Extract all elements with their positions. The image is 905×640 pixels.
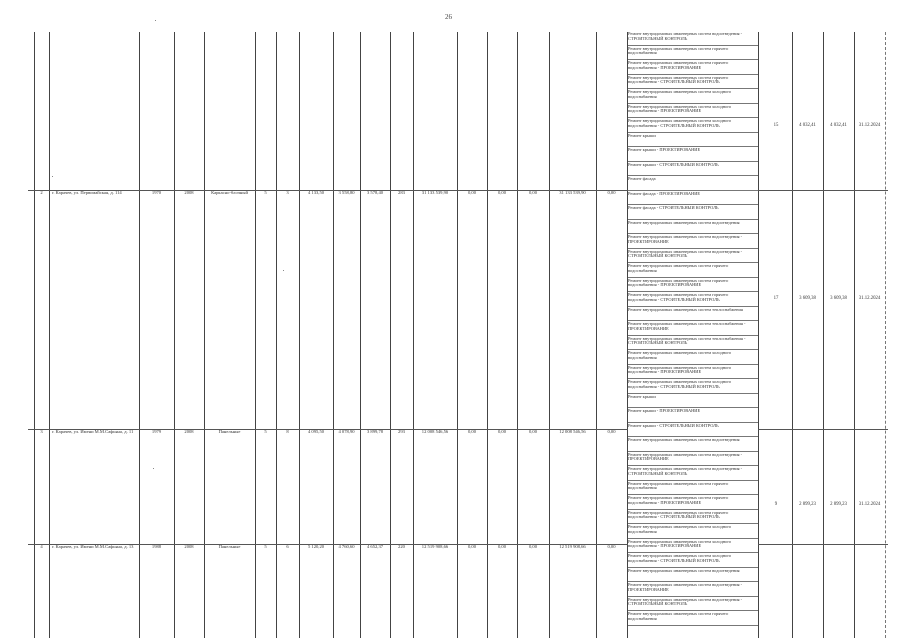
- work-type-item: [628, 467, 758, 481]
- row-number: 2: [40, 190, 43, 195]
- group-date: 31.12.2024: [858, 296, 881, 301]
- work-type-label: Ремонт внутридомовых инженерных систем водоотведения - СТРОИТЕЛЬНЫЙ КОНТРОЛЬ: [628, 249, 743, 258]
- row-year-repair: 2008: [184, 429, 194, 434]
- work-type-separator: [628, 88, 758, 89]
- row-cost-d: 31 133 539,90: [559, 190, 586, 195]
- work-type-separator: [628, 132, 758, 133]
- work-type-label: Ремонт внутридомовых инженерных систем теплоснабжения - ПРОЕКТИРОВАНИЕ: [628, 322, 746, 331]
- work-type-item: [628, 90, 758, 104]
- group-count: 17: [773, 296, 779, 301]
- row-cost-e: 0,00: [607, 544, 616, 549]
- group-cost-2: 2 899,23: [830, 502, 847, 507]
- work-type-label: Ремонт внутридомовых инженерных систем горячего водоснабжения: [628, 612, 729, 621]
- row-wall: Каркасно-блочный: [211, 190, 248, 195]
- work-type-item: [628, 177, 758, 191]
- work-type-label: Ремонт внутридомовых инженерных систем водоотведения - ПРОЕКТИРОВАНИЕ: [628, 235, 743, 244]
- work-type-separator: [628, 335, 758, 336]
- work-type-separator: [628, 494, 758, 495]
- work-type-item: [628, 148, 758, 162]
- work-type-separator: [628, 625, 758, 626]
- work-type-item: [628, 235, 758, 249]
- work-type-item: [628, 293, 758, 307]
- group-count: 9: [774, 502, 778, 507]
- work-type-item: [628, 308, 758, 322]
- scan-speck: [283, 270, 284, 271]
- work-type-separator: [628, 451, 758, 452]
- work-type-label: Ремонт фасада - ПРОЕКТИРОВАНИЕ: [628, 191, 701, 196]
- group-count: 15: [773, 123, 779, 128]
- work-type-label: Ремонт внутридомовых инженерных систем водоотведения: [628, 220, 740, 225]
- work-type-label: Ремонт внутридомовых инженерных систем холодного водоснабжения - ПРОЕКТИРОВАНИЕ: [628, 539, 732, 548]
- row-cost-d: 12 519 908,66: [559, 544, 586, 549]
- row-year-built: 1979: [151, 429, 162, 434]
- work-type-separator: [628, 538, 758, 539]
- work-type-label: Ремонт внутридомовых инженерных систем водоотведения - СТРОИТЕЛЬНЫЙ КОНТРОЛЬ: [628, 467, 743, 476]
- row-cost-a: 0,00: [467, 544, 477, 549]
- work-type-item: [628, 337, 758, 351]
- row-entrances: 6: [286, 544, 289, 549]
- work-type-separator: [628, 480, 758, 481]
- row-cost-b: 0,00: [497, 190, 507, 195]
- work-type-separator: [628, 291, 758, 292]
- work-type-separator: [628, 306, 758, 307]
- work-type-separator: [628, 422, 758, 423]
- work-type-label: Ремонт внутридомовых инженерных систем горячего водоснабжения: [628, 481, 729, 490]
- work-type-item: [628, 598, 758, 612]
- work-type-separator: [628, 161, 758, 162]
- work-type-item: [628, 395, 758, 409]
- work-type-separator: [628, 233, 758, 234]
- work-type-label: Ремонт внутридомовых инженерных систем водоотведения - ПРОЕКТИРОВАНИЕ: [628, 452, 743, 461]
- work-type-label: Ремонт внутридомовых инженерных систем горячего водоснабжения - ПРОЕКТИРОВАНИЕ: [628, 496, 729, 505]
- work-type-separator: [628, 581, 758, 582]
- work-type-item: [628, 424, 758, 438]
- work-type-item: [628, 380, 758, 394]
- work-type-separator: [628, 465, 758, 466]
- work-type-item: [628, 612, 758, 626]
- work-type-separator: [628, 103, 758, 104]
- table-row: [28, 429, 888, 439]
- work-type-label: Ремонт внутридомовых инженерных систем водоотведения - ПРОЕКТИРОВАНИЕ: [628, 583, 743, 592]
- work-type-label: Ремонт крыши - ПРОЕКТИРОВАНИЕ: [628, 148, 701, 152]
- work-type-separator: [628, 509, 758, 510]
- work-type-label: Ремонт внутридомовых инженерных систем горячего водоснабжения - СТРОИТЕЛЬНЫЙ КОНТРОЛЬ: [628, 510, 729, 519]
- work-type-item: [628, 119, 758, 133]
- work-type-label: Ремонт внутридомовых инженерных систем водоотведения - СТРОИТЕЛЬНЫЙ КОНТРОЛЬ: [628, 597, 743, 606]
- row-number: 3: [40, 429, 43, 434]
- work-type-label: Ремонт внутридомовых инженерных систем теплоснабжения - СТРОИТЕЛЬНЫЙ КОНТРОЛЬ: [628, 336, 746, 345]
- work-type-label: Ремонт внутридомовых инженерных систем горячего водоснабжения - ПРОЕКТИРОВАНИЕ: [628, 278, 729, 287]
- work-type-separator: [628, 552, 758, 553]
- work-type-label: Ремонт внутридомовых инженерных систем горячего водоснабжения - ПРОЕКТИРОВАНИЕ: [628, 61, 729, 70]
- group-cost-2: 3 609,38: [830, 296, 847, 301]
- work-type-label: Ремонт крыши: [628, 394, 656, 399]
- work-type-item: [628, 409, 758, 423]
- work-type-label: Ремонт внутридомовых инженерных систем горячего водоснабжения: [628, 46, 729, 55]
- work-type-separator: [628, 393, 758, 394]
- repair-program-table: [28, 32, 888, 638]
- row-cost-e: 0,00: [607, 190, 616, 195]
- work-type-separator: [628, 320, 758, 321]
- work-type-item: [628, 496, 758, 510]
- row-wall: Панельные: [218, 544, 241, 549]
- work-type-label: Ремонт внутридомовых инженерных систем холодного водоснабжения - СТРОИТЕЛЬНЫЙ КОНТРОЛЬ: [628, 554, 732, 563]
- work-type-item: [628, 511, 758, 525]
- row-cost-d: 12 008 546,56: [559, 429, 586, 434]
- work-type-label: Ремонт крыши - СТРОИТЕЛЬНЫЙ КОНТРОЛЬ: [628, 423, 719, 428]
- work-type-item: [628, 264, 758, 278]
- row-address: г. Карачев, ул. Имени М.М.Сафьяна, д. 13: [52, 544, 134, 549]
- row-cost-total: 31 133 539,90: [421, 190, 449, 195]
- row-area-residential: 4 760,60: [338, 544, 355, 549]
- row-year-repair: 2008: [184, 544, 194, 549]
- row-cost-a: 0,00: [467, 429, 477, 434]
- row-cost-b: 0,00: [497, 429, 507, 434]
- group-date: 31.12.2024: [858, 502, 881, 507]
- work-type-label: Ремонт внутридомовых инженерных систем горячего водоснабжения: [628, 264, 729, 273]
- work-type-label: Ремонт внутридомовых инженерных систем холодного водоснабжения: [628, 90, 732, 99]
- row-area-total: 4 095,50: [307, 429, 325, 434]
- row-floors: 5: [264, 544, 267, 549]
- work-type-separator: [628, 378, 758, 379]
- work-type-separator: [628, 349, 758, 350]
- row-address: г. Карачев, ул. Имени М.М.Сафьяна, д. 11: [52, 429, 134, 434]
- row-cost-c: 0,00: [528, 544, 538, 549]
- row-area-living: 3 578,40: [366, 190, 384, 195]
- work-type-item: [628, 554, 758, 568]
- work-type-separator: [628, 262, 758, 263]
- row-cost-total: 12 519 908,66: [421, 544, 449, 549]
- work-type-item: [628, 366, 758, 380]
- group-date: 31.12.2024: [858, 123, 881, 128]
- row-number: 4: [40, 544, 43, 549]
- work-type-label: Ремонт внутридомовых инженерных систем холодного водоснабжения - ПРОЕКТИРОВАНИЕ: [628, 104, 732, 113]
- work-type-separator: [628, 610, 758, 611]
- work-type-item: [628, 453, 758, 467]
- work-type-item: [628, 105, 758, 119]
- row-entrances: 8: [286, 429, 289, 434]
- work-type-separator: [628, 175, 758, 176]
- table-row: [28, 544, 888, 554]
- work-type-separator: [628, 407, 758, 408]
- work-type-label: Ремонт внутридомовых инженерных систем водоотведения - СТРОИТЕЛЬНЫЙ КОНТРОЛЬ: [628, 32, 743, 41]
- row-floors: 5: [264, 429, 267, 434]
- row-entrances: 3: [286, 190, 289, 195]
- row-year-built: 1988: [151, 544, 162, 549]
- row-year-built: 1970: [151, 190, 162, 195]
- work-type-separator: [628, 190, 758, 191]
- work-type-separator: [628, 146, 758, 147]
- group-cost-1: 4 032,41: [799, 123, 816, 128]
- work-type-label: Ремонт внутридомовых инженерных систем водоотведения: [628, 568, 740, 573]
- scan-speck: [52, 176, 53, 177]
- row-address: г. Карачев, ул. Первомайская, д. 114: [52, 190, 122, 195]
- work-type-separator: [628, 117, 758, 118]
- row-cost-a: 0,00: [467, 190, 477, 195]
- group-cost-1: 2 899,23: [799, 502, 816, 507]
- work-type-separator: [628, 596, 758, 597]
- page-number: 26: [445, 13, 452, 21]
- work-type-item: [628, 134, 758, 148]
- work-type-item: [628, 250, 758, 264]
- work-type-separator: [628, 523, 758, 524]
- work-type-item: [628, 322, 758, 336]
- work-type-label: Ремонт крыши: [628, 133, 656, 138]
- group-cost-1: 3 609,38: [799, 296, 816, 301]
- row-residents: 220: [398, 544, 405, 549]
- work-type-label: Ремонт внутридомовых инженерных систем горячего водоснабжения - СТРОИТЕЛЬНЫЙ КОНТРОЛЬ: [628, 293, 729, 302]
- work-type-label: Ремонт внутридомовых инженерных систем холодного водоснабжения: [628, 351, 732, 360]
- row-year-repair: 2008: [184, 190, 194, 195]
- work-type-item: [628, 279, 758, 293]
- work-type-separator: [628, 219, 758, 220]
- scan-speck: [153, 468, 154, 469]
- work-type-item: [628, 47, 758, 61]
- row-area-residential: 3 558,80: [338, 190, 355, 195]
- scan-speck: [155, 20, 156, 21]
- work-type-item: [628, 482, 758, 496]
- work-type-label: Ремонт крыши - СТРОИТЕЛЬНЫЙ КОНТРОЛЬ: [628, 162, 719, 167]
- work-type-item: [628, 525, 758, 539]
- work-type-separator: [628, 364, 758, 365]
- work-type-label: Ремонт внутридомовых инженерных систем холодного водоснабжения - СТРОИТЕЛЬНЫЙ КОНТРОЛЬ: [628, 119, 732, 128]
- work-type-item: [628, 192, 758, 206]
- group-cost-2: 4 032,41: [830, 123, 847, 128]
- work-type-separator: [628, 248, 758, 249]
- work-type-item: [628, 61, 758, 75]
- work-type-label: Ремонт крыши - ПРОЕКТИРОВАНИЕ: [628, 409, 701, 413]
- row-cost-total: 12 008 546,56: [421, 429, 449, 434]
- row-area-total: 5 120,20: [307, 544, 325, 549]
- work-type-label: Ремонт внутридомовых инженерных систем холодного водоснабжения: [628, 525, 732, 534]
- work-type-separator: [628, 436, 758, 437]
- row-cost-e: 0,00: [607, 429, 616, 434]
- work-type-separator: [628, 204, 758, 205]
- row-residents: 293: [398, 429, 405, 434]
- work-type-separator: [628, 74, 758, 75]
- work-type-item: [628, 221, 758, 235]
- work-type-separator: [628, 59, 758, 60]
- row-area-residential: 4 078,90: [338, 429, 355, 434]
- row-area-total: 4 133,50: [307, 190, 325, 195]
- work-type-item: [628, 540, 758, 554]
- work-type-label: Ремонт фасада: [628, 177, 656, 181]
- work-type-item: [628, 583, 758, 597]
- work-type-label: Ремонт внутридомовых инженерных систем холодного водоснабжения - ПРОЕКТИРОВАНИЕ: [628, 365, 732, 374]
- row-cost-c: 0,00: [528, 190, 538, 195]
- work-type-item: [628, 351, 758, 365]
- work-type-item: [628, 32, 758, 46]
- work-type-item: [628, 438, 758, 452]
- work-type-label: Ремонт внутридомовых инженерных систем холодного водоснабжения - СТРОИТЕЛЬНЫЙ КОНТРОЛЬ: [628, 380, 732, 389]
- row-cost-b: 0,00: [497, 544, 507, 549]
- work-type-label: Ремонт внутридомовых инженерных систем водоотведения: [628, 438, 740, 442]
- row-area-living: 3 899,78: [366, 429, 384, 434]
- row-floors: 5: [264, 190, 267, 195]
- work-type-item: [628, 76, 758, 90]
- work-type-separator: [628, 45, 758, 46]
- work-type-label: Ремонт внутридомовых инженерных систем горячего водоснабжения - СТРОИТЕЛЬНЫЙ КОНТРОЛЬ: [628, 75, 729, 84]
- work-type-separator: [628, 567, 758, 568]
- row-residents: 283: [398, 190, 405, 195]
- work-type-item: [628, 163, 758, 177]
- table-row: [28, 190, 888, 200]
- work-type-label: Ремонт внутридомовых инженерных систем теплоснабжения: [628, 307, 743, 312]
- row-wall: Панельные: [218, 429, 241, 434]
- work-type-item: [628, 206, 758, 220]
- row-cost-c: 0,00: [528, 429, 538, 434]
- work-type-separator: [628, 277, 758, 278]
- work-type-item: [628, 569, 758, 583]
- row-area-living: 4 652,37: [366, 544, 384, 549]
- work-type-label: Ремонт фасада - СТРОИТЕЛЬНЫЙ КОНТРОЛЬ: [628, 206, 719, 210]
